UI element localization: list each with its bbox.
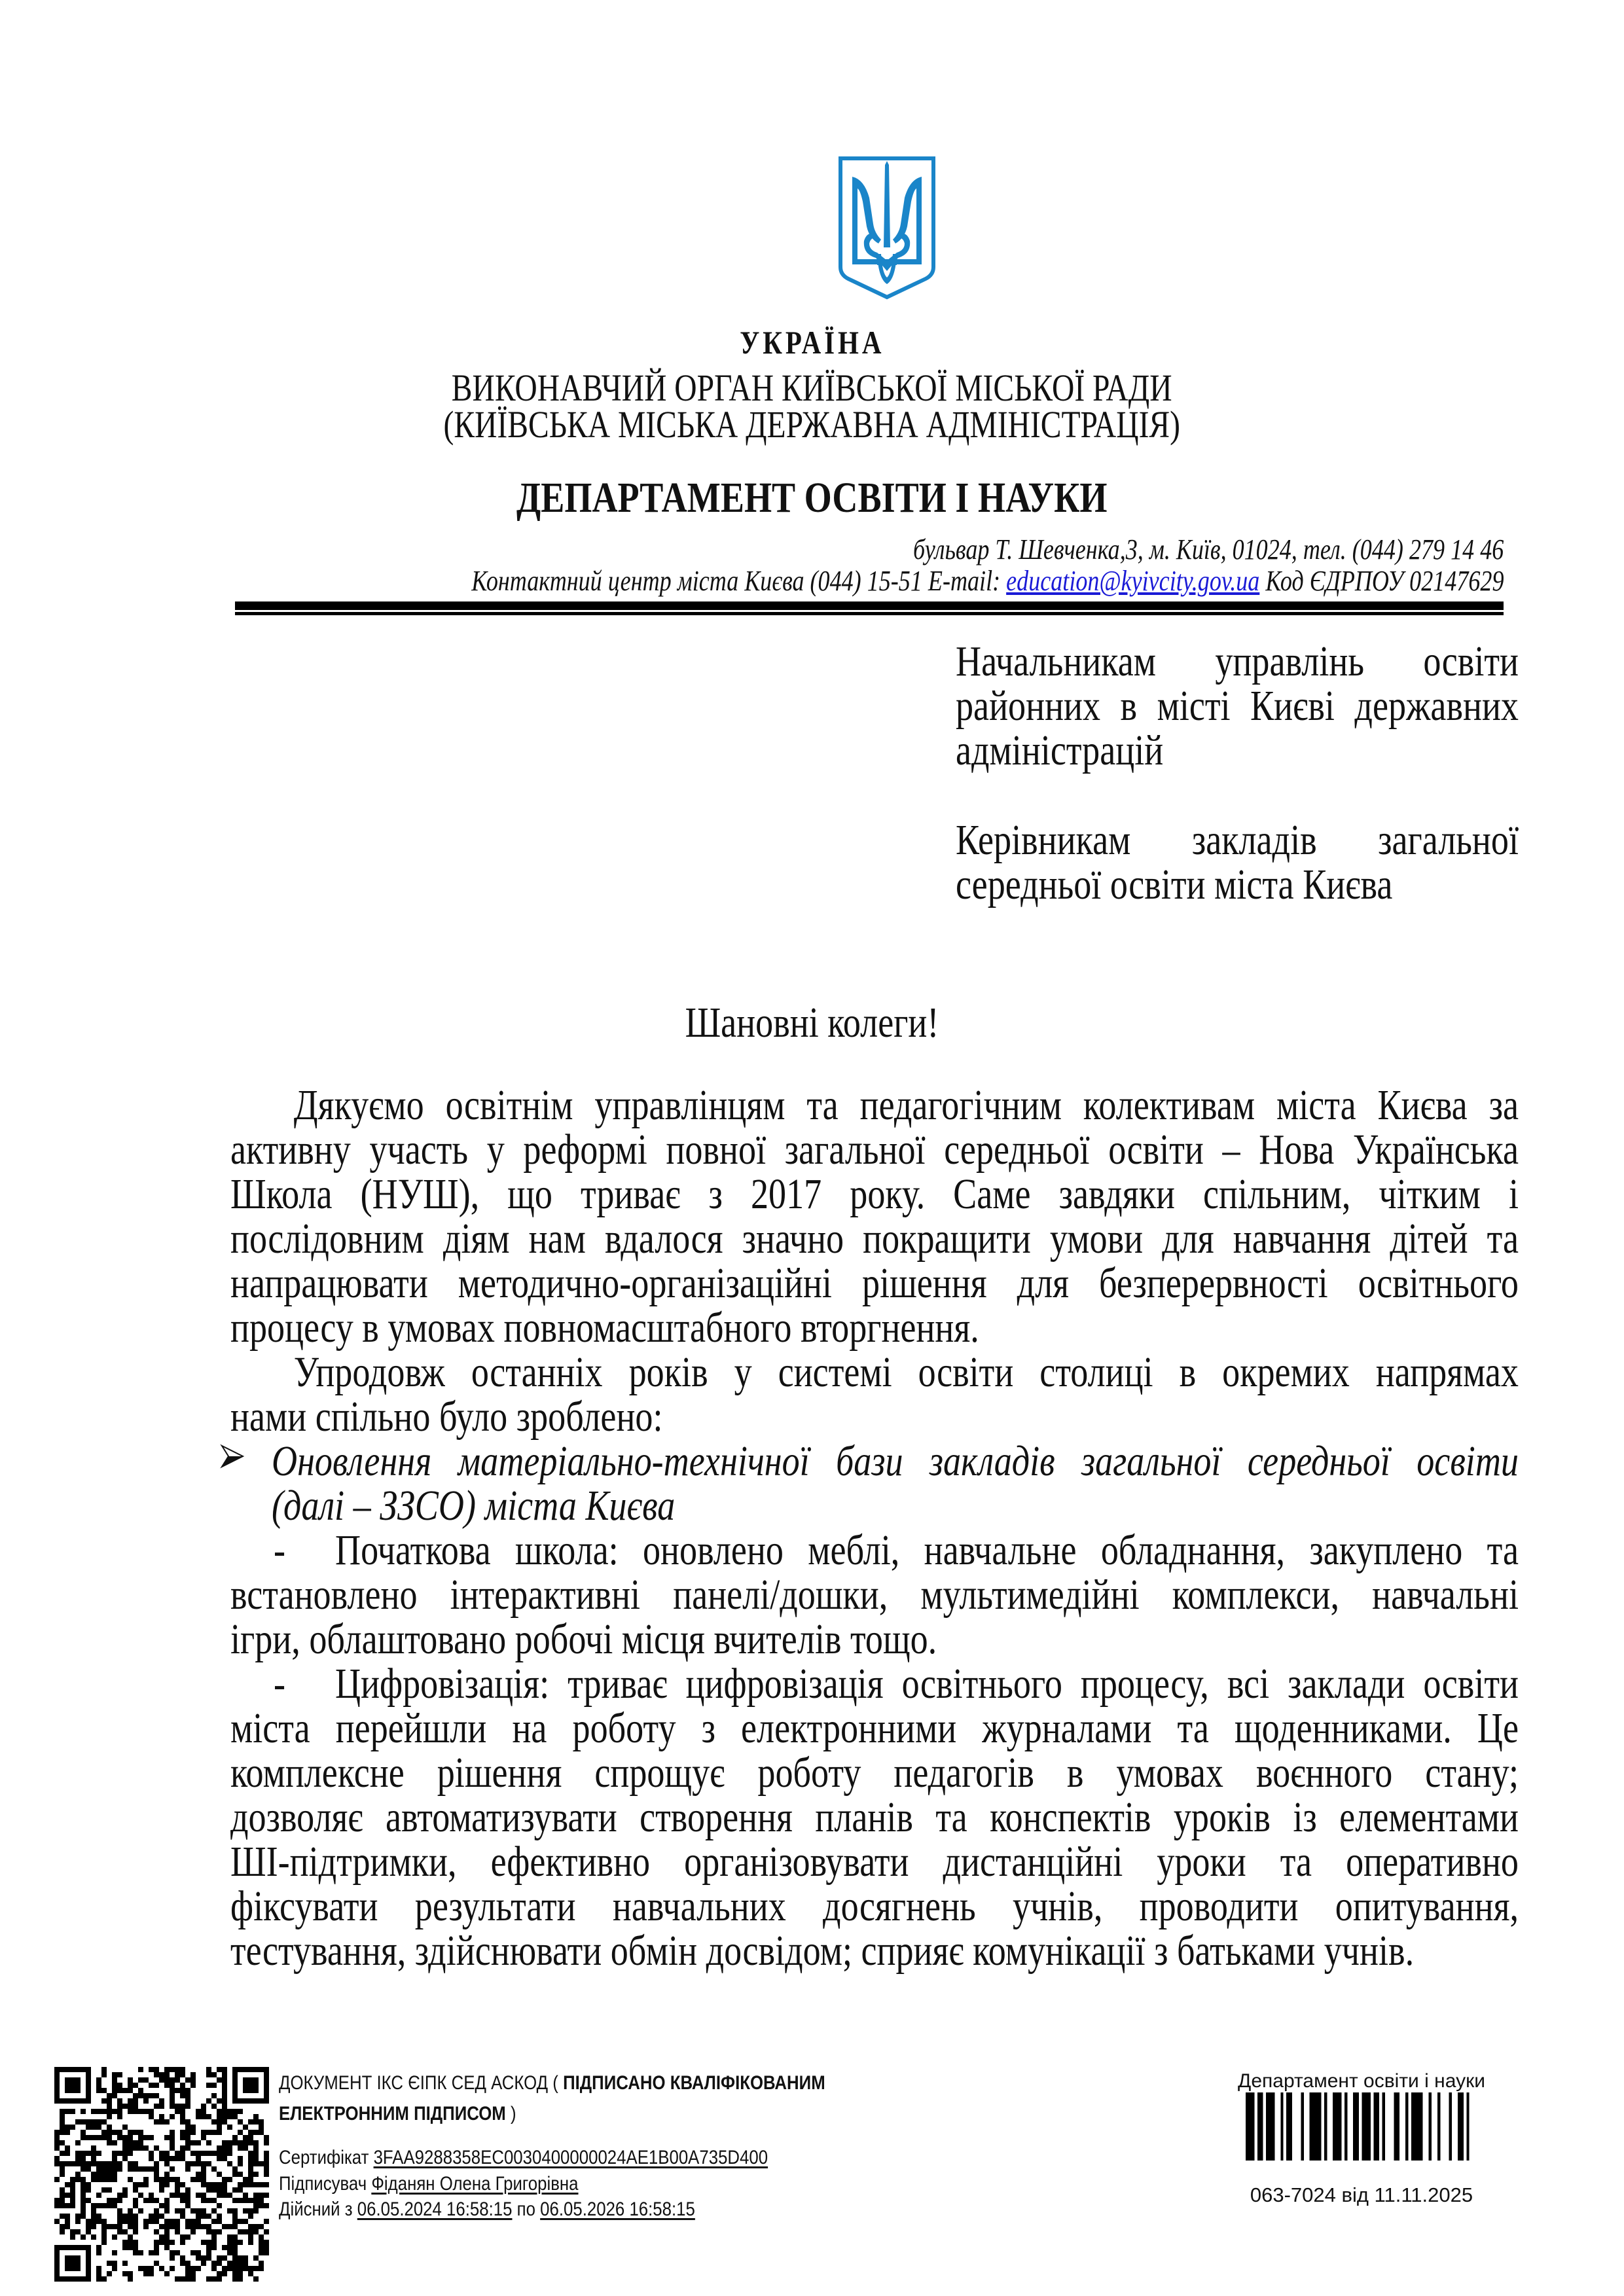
body-line: напрацювати методично-організаційні рішення для безперервності освітнього <box>230 1259 1519 1307</box>
ukraine-coat-of-arms-icon <box>838 156 936 300</box>
item-1-dash: - <box>274 1526 286 1574</box>
country-heading: УКРАЇНА <box>739 324 885 361</box>
signed-label-2: ЕЛЕКТРОННИМ ПІДПИСОМ <box>279 2103 506 2125</box>
body-text: Упродовж останніх років у системі освіти столиці в окремих напрямах <box>293 1348 1519 1396</box>
barcode-bar <box>1280 2092 1283 2161</box>
barcode-bar <box>1257 2092 1263 2161</box>
signed-label: ПІДПИСАНО КВАЛІФІКОВАНИМ <box>563 2072 825 2094</box>
barcode-bar <box>1286 2092 1292 2161</box>
greeting: Шановні колеги! <box>685 999 939 1047</box>
department-heading-wrap <box>0 476 1624 520</box>
org-line-1-wrap <box>0 369 1624 407</box>
barcode-bar <box>1429 2092 1432 2161</box>
body-line: процесу в умовах повномасштабного вторгнення. <box>230 1304 979 1352</box>
barcode-icon <box>1246 2092 1478 2161</box>
barcode-bar <box>1437 2092 1440 2161</box>
recipient-2-line-1: Керівникам закладів загальної <box>956 816 1519 864</box>
barcode-bar <box>1266 2092 1274 2161</box>
body-line: дозволяє автоматизувати створення планів та конспектів уроків із елементами <box>230 1793 1519 1841</box>
header-rule-thin <box>235 612 1504 615</box>
body-line: фіксувати результати навчальних досягнень учнів, проводити опитування, <box>230 1882 1519 1930</box>
body-line <box>230 1348 1519 1396</box>
recipient-2-line-2: середньої освіти міста Києва <box>956 861 1393 908</box>
qr-finder-pattern <box>65 2255 81 2271</box>
certificate-label: Сертифікат <box>279 2147 374 2168</box>
barcode-bar <box>1405 2092 1408 2161</box>
signer-line <box>279 2174 579 2194</box>
arrow-bullet-icon <box>219 1443 245 1469</box>
body-line: активну участь у реформі повної загальної середньої освіти – Нова Українська <box>230 1126 1519 1174</box>
valid-label: Дійсний з <box>279 2198 357 2220</box>
valid-to: 06.05.2026 16:58:15 <box>540 2198 695 2220</box>
body-line: тестування, здійснювати обмін досвідом; сприяє комунікації з батьками учнів. <box>230 1927 1415 1975</box>
barcode-bar <box>1333 2092 1341 2161</box>
barcode-bar <box>1362 2092 1371 2161</box>
barcode-bar <box>1301 2092 1303 2161</box>
address-line: бульвар Т. Шевченка,3, м. Київ, 01024, тел. (044) 279 14 46 <box>912 533 1504 565</box>
barcode-bar <box>1458 2092 1464 2161</box>
email-link[interactable]: education@kyivcity.gov.ua <box>1005 565 1259 597</box>
barcode-bar <box>1310 2092 1322 2161</box>
barcode-org-label: Департамент освіти і науки <box>1238 2070 1485 2092</box>
body-line: міста перейшли на роботу з електронними журналами та щоденниками. Це <box>230 1704 1519 1752</box>
certificate-line <box>279 2148 768 2168</box>
barcode-bar <box>1246 2092 1254 2161</box>
department-heading: ДЕПАРТАМЕНТ ОСВІТИ І НАУКИ <box>516 474 1108 522</box>
greeting-wrap <box>0 1001 1624 1045</box>
barcode-bar <box>1382 2092 1385 2161</box>
doc-system-label: ДОКУМЕНТ ІКС ЄІПК СЕД АСКОД ( <box>279 2072 564 2094</box>
qr-finder-pattern <box>243 2077 259 2093</box>
body-line: ШІ-підтримки, ефективно організовувати дистанційні уроки та оперативно <box>230 1838 1519 1886</box>
signature-doc-line-2 <box>279 2104 516 2124</box>
body-line <box>230 1081 1519 1129</box>
barcode-bar <box>1344 2092 1347 2161</box>
bullet-heading-line-1: Оновлення матеріально-технічної бази закладів загальної середньої освіти <box>272 1437 1519 1485</box>
body-line: комплексне рішення спрощує роботу педагогів в умовах воєнного стану; <box>230 1749 1519 1797</box>
recipient-1-line-2: районних в місті Києві державних <box>956 682 1519 730</box>
valid-from: 06.05.2024 16:58:15 <box>357 2198 513 2220</box>
body-line: нами спільно було зроблено: <box>230 1393 663 1441</box>
registration-number: 063-7024 від 11.11.2025 <box>1250 2183 1473 2206</box>
barcode-bar <box>1353 2092 1359 2161</box>
qr-finder-pattern <box>65 2077 81 2093</box>
org-line-2-wrap <box>0 403 1624 446</box>
edrpou-code: Код ЄДРПОУ 02147629 <box>1259 565 1504 597</box>
body-line: ігри, облаштовано робочі місця вчителів тощо. <box>230 1615 937 1663</box>
certificate-value: 3FAA9288358EC0030400000024AE1B00A735D400 <box>373 2147 768 2168</box>
item-1-first-line: Початкова школа: оновлено меблі, навчальне обладнання, закуплено та <box>335 1526 1519 1574</box>
body-text: Дякуємо освітнім управлінцям та педагогічним колективам міста Києва за <box>293 1081 1519 1129</box>
validity-line <box>279 2200 695 2219</box>
country-heading-wrap <box>0 326 1624 359</box>
body-line: Школа (НУШ), що триває з 2017 року. Саме завдяки спільним, чітким і <box>230 1170 1519 1218</box>
barcode-bar <box>1466 2092 1469 2161</box>
body-line: встановлено інтерактивні панелі/дошки, мультимедійні комплекси, навчальні <box>230 1571 1519 1619</box>
contact-line <box>471 567 1504 596</box>
barcode-bar <box>1411 2092 1423 2161</box>
barcode-bar <box>1324 2092 1327 2161</box>
signer-value: Фіданян Олена Григорівна <box>371 2173 579 2195</box>
recipient-1-line-3: адміністрацій <box>956 726 1164 774</box>
qr-code-icon[interactable] <box>54 2064 269 2284</box>
barcode-bar <box>1449 2092 1452 2161</box>
item-2-first-line: Цифровізація: триває цифровізація освітнього процесу, всі заклади освіти <box>335 1660 1519 1708</box>
signature-doc-line-1 <box>279 2073 825 2093</box>
doc-close: ) <box>505 2103 516 2125</box>
valid-to-label: по <box>512 2198 541 2220</box>
contact-center-text: Контактний центр міста Києва (044) 15-51 E-mail: <box>471 565 1006 597</box>
body-line: послідовним діям нам вдалося значно покращити умови для навчання дітей та <box>230 1215 1519 1263</box>
org-name-line-2: (КИЇВСЬКА МІСЬКА ДЕРЖАВНА АДМІНІСТРАЦІЯ) <box>443 403 1181 446</box>
header-rule-thick <box>235 601 1504 610</box>
barcode-bar <box>1394 2092 1399 2161</box>
bullet-heading-line-2: (далі – ЗЗСО) міста Києва <box>272 1482 676 1530</box>
recipient-1-line-1: Начальникам управлінь освіти <box>956 637 1519 685</box>
barcode-bar <box>1373 2092 1379 2161</box>
item-2-dash: - <box>274 1660 286 1708</box>
signer-label: Підписувач <box>279 2173 372 2195</box>
org-name-line-1: ВИКОНАВЧИЙ ОРГАН КИЇВСЬКОЇ МІСЬКОЇ РАДИ <box>452 367 1172 409</box>
